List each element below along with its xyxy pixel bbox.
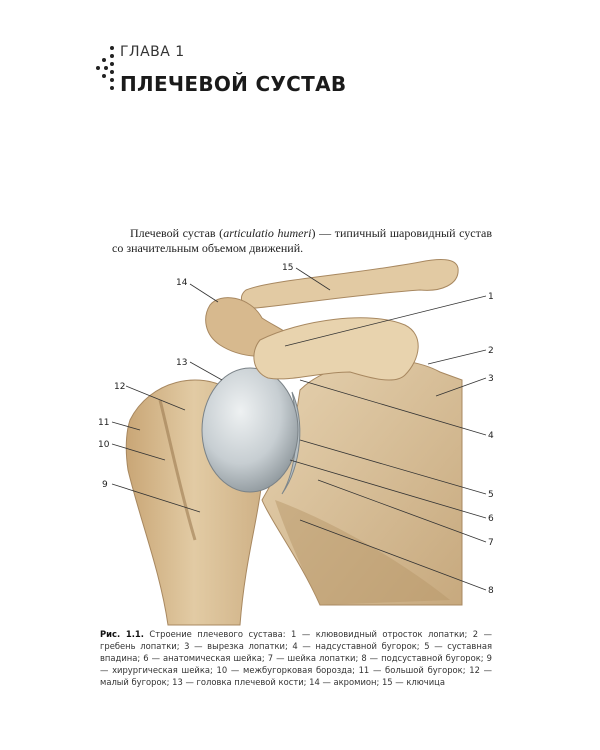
callout-label-6: 6 — [488, 514, 494, 524]
callout-label-9: 9 — [102, 480, 108, 490]
callout-label-4: 4 — [488, 431, 494, 441]
callout-label-15: 15 — [282, 263, 294, 273]
chapter-label: ГЛАВА 1 — [120, 44, 185, 60]
callout-label-12: 12 — [114, 382, 126, 392]
intro-text-after: ) — типичный шаровидный сустав со значительным объемом движений. — [112, 226, 492, 255]
humeral-head — [202, 368, 298, 492]
callout-label-13: 13 — [176, 358, 188, 368]
clavicle — [241, 260, 458, 308]
figure-caption — [100, 628, 492, 688]
callout-label-8: 8 — [488, 586, 494, 596]
caption-text: Строение плечевого сустава: 1 — клювовидный отросток лопатки; 2 — гребень лопатки; 3 — вырезка лопатки; 4 — надсуставной бугорок; 5 — суставная впадина; 6 — анатомическая шейка; 7 — шейка лопатки; 8 — подсуставной бугорок; 9 — хирургическая шейка; 10 — межбугорковая борозда; 11 — большой бугорок; 12 — малый бугорок; 13 — головка плечевой кости; 14 — акромион; 15 — ключица — [100, 629, 492, 687]
callout-label-2: 2 — [488, 346, 494, 356]
intro-text-before: Плечевой сустав ( — [130, 226, 224, 240]
callout-label-10: 10 — [98, 440, 110, 450]
figure-number: Рис. 1.1. — [100, 629, 144, 639]
latin-term: articulatio humeri — [223, 226, 312, 240]
chapter-title: ПЛЕЧЕВОЙ СУСТАВ — [120, 72, 347, 96]
callout-label-3: 3 — [488, 374, 494, 384]
callout-label-11: 11 — [98, 418, 110, 428]
callout-label-7: 7 — [488, 538, 494, 548]
coracoid-process — [254, 318, 418, 380]
callout-label-14: 14 — [176, 278, 188, 288]
callout-label-1: 1 — [488, 292, 494, 302]
callout-label-5: 5 — [488, 490, 494, 500]
